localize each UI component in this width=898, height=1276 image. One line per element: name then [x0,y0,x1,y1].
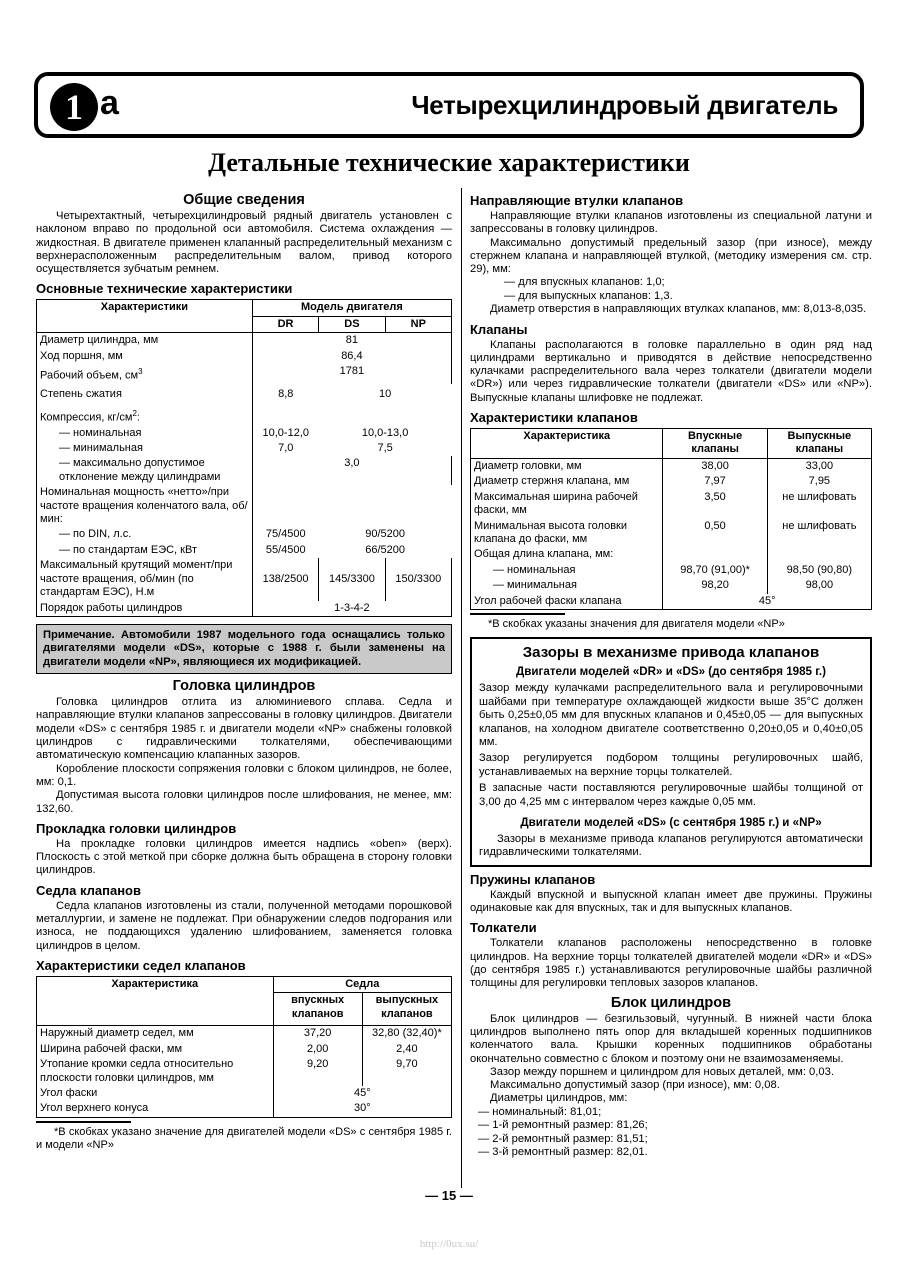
table-row [37,333,452,349]
cell-label: Номинальная мощность «нетто»/при частоте вращения коленчатого вала, об/мин: [37,485,253,527]
clearance-paragraph-1: Зазор между кулачками распределительного вала и регулировочными шайбами при температуре охлаждающей жидкости выше 35°С должен быть 0,25±0,05 мм для впускных клапанов и 0,45±0,05 — для выпускных клапанов, на холодном двигателе соответственно 0,20±0,05 и 0,40±0,05 мм. [479,682,863,748]
cell-label: Угол рабочей фаски клапана [471,594,663,610]
column-divider [461,188,462,1188]
cell-intake: 2,00 [273,1042,362,1057]
table-row [471,594,872,610]
cell-value-ds-np [319,403,452,426]
cell-label: — минимальная [37,441,253,456]
chapter-banner [34,72,864,138]
cell-value-dr: 55/4500 [252,543,318,558]
page-title: Детальные технические характеристики [208,148,690,177]
heading-main-specs: Основные технические характеристики [36,281,293,297]
paragraph-block-3: Максимально допустимый зазор (при износе), мм: 0,08. [490,1079,780,1092]
cell-label: Угол фаски [37,1086,274,1101]
table-row [471,474,872,489]
th-characteristic: Характеристика [471,429,663,459]
table-row [471,490,872,519]
cell-label: Максимальная ширина рабочей фаски, мм [471,490,663,519]
table-row [37,1086,452,1101]
cell-span: 30° [273,1101,451,1117]
list-item: — 1-й ремонтный размер: 81,26; [478,1119,648,1132]
cell-value-dr: 7,0 [252,441,318,456]
table-row [37,456,452,485]
table-row [37,364,452,384]
cell-exhaust: 9,70 [362,1057,451,1086]
heading-gasket: Прокладка головки цилиндров [36,820,237,836]
left-column [36,188,452,1153]
th-model-np: NP [385,316,451,332]
cell-exhaust [767,547,871,562]
clearance-box [470,637,872,866]
cell-span: 45° [273,1086,451,1101]
cell-exhaust: не шлифовать [767,490,871,519]
paragraph-head-cyl-2: Коробление плоскости сопряжения головки с блоком цилиндров, не более, мм: 0,1. [36,762,452,788]
paragraph-general: Четырехтактный, четырехцилиндровый рядный двигатель установлен с наклоном вправо по продольной оси автомобиля. Система охлаждения — жидкостная. В двигателе применен клапанный распределительный механизм с верхнерасположенным распределительным валом, привод которого осуществляется зубчатым ремнем. [36,210,452,276]
heading-seats: Седла клапанов [36,882,141,898]
paragraph-pushrods: Толкатели клапанов расположены непосредственно в головке цилиндров. На верхние торцы толкателей двигателей модели «DR» и «DS» (до сентября 1985 г.) устанавливаются регулировочные шайбы различной толщины для регулировки тепловых зазоров клапанов. [470,937,872,990]
paragraph-guides-3: Диаметр отверстия в направляющих втулках клапанов, мм: 8,013-8,035. [490,303,867,316]
cell-label: Ширина рабочей фаски, мм [37,1042,274,1057]
clearance-title: Зазоры в механизме привода клапанов [522,644,820,662]
clearance-paragraph-2: Зазор регулируется подбором толщины регулировочных шайб, устанавливаемых на верхние торцы толкателей. [479,752,863,778]
cell-intake: 0,50 [663,519,767,548]
th-exhaust: Выпускные клапаны [767,429,871,459]
table-row [37,601,452,617]
cell-value-np: 150/3300 [385,558,451,600]
paragraph-guides-1: Направляющие втулки клапанов изготовлены из специальной латуни и запрессованы в головку цилиндров. [470,210,872,236]
cell-label: — по DIN, л.с. [37,527,253,542]
cell-exhaust: 98,50 (90,80) [767,563,871,578]
footnote-seat-specs: *В скобках указано значение для двигателей модели «DS» с сентября 1985 г. и модели «NP» [36,1125,452,1152]
paragraph-head-cyl-1: Головка цилиндров отлита из алюминиевого сплава. Седла и направляющие втулки клапанов запрессованы в головку цилиндров. Двигатели модели «DS» с сентября 1985 г. и двигатели модели «NP» снабжены головкой цилиндров с гидравлическими толкателями, обеспечивающими автоматическую компенсацию клапанных зазоров. [36,696,452,762]
table-header-row [37,300,452,316]
cell-label: Минимальная высота головки клапана до фаски, мм [471,519,663,548]
cell-exhaust: 98,00 [767,578,871,593]
heading-seat-specs: Характеристики седел клапанов [36,957,246,973]
list-guides [470,276,872,303]
heading-head-cyl: Головка цилиндров [172,678,316,695]
paragraph-guides-2: Максимально допустимый предельный зазор (при износе), между стержнем клапана и направляющей втулкой, (методику измерения см. стр. 29), мм: [470,236,872,276]
cell-label: Максимальный крутящий момент/при частоте вращения, об/мин (по стандартам ЕЭС), Н.м [37,558,253,600]
cell-exhaust: 33,00 [767,458,871,474]
table-main-specs [36,299,452,616]
heading-valve-specs: Характеристики клапанов [470,410,638,426]
heading-block: Блок цилиндров [610,994,732,1011]
paragraph-springs: Каждый впускной и выпускной клапан имеет две пружины. Пружины одинаковые как для впускных, так и для выпускных клапанов. [470,888,872,915]
table-row [37,485,452,527]
cell-label: Общая длина клапана, мм: [471,547,663,562]
cell-value-dr: 10,0-12,0 [252,426,318,441]
cell-label: — номинальная [37,426,253,441]
cell-label: — номинальная [471,563,663,578]
right-column [470,188,872,1159]
table-row [37,527,452,542]
paragraph-block-2: Зазор между поршнем и цилиндром для новых деталей, мм: 0,03. [490,1065,834,1078]
cell-value-all: 3,0 [252,456,451,485]
footnote-valve-specs: *В скобках указаны значения для двигателя модели «NP» [488,617,785,630]
list-cylinder-diameters [470,1106,872,1160]
table-row [37,543,452,558]
cell-intake: 98,70 (91,00)* [663,563,767,578]
heading-springs: Пружины клапанов [470,871,596,887]
cell-label: — минимальная [471,578,663,593]
cell-label: — максимально допустимое отклонение между цилиндрами [37,456,253,485]
heading-guides: Направляющие втулки клапанов [470,193,684,208]
cell-label: Диаметр цилиндра, мм [37,333,253,349]
cell-intake: 9,20 [273,1057,362,1086]
clearance-subtitle-1: Двигатели моделей «DR» и «DS» (до сентября 1985 г.) [516,665,826,679]
table-row [471,458,872,474]
table-row [471,547,872,562]
cell-exhaust: 32,80 (32,40)* [362,1026,451,1042]
cell-value-all: 1-3-4-2 [252,601,451,617]
cell-value-dr: 8,8 [252,384,318,402]
cell-value-all: 1781 [252,364,451,384]
heading-general: Общие сведения [183,192,305,208]
table-row [37,1026,452,1042]
cell-value-ds-np: 90/5200 [365,528,405,541]
cell-exhaust: 2,40 [362,1042,451,1057]
heading-valves: Клапаны [470,321,528,337]
chapter-letter: a [100,84,119,122]
cell-label: Наружный диаметр седел, мм [37,1026,274,1042]
table-row [37,1101,452,1117]
heading-pushrods: Толкатели [470,920,537,936]
cell-label: Угол верхнего конуса [37,1101,274,1117]
clearance-paragraph-3: В запасные части поставляются регулировочные шайбы толщиной от 3,00 до 4,25 мм с интервалом через каждые 0,05 мм. [479,782,863,808]
cell-label: Рабочий объем, $см^3$ [37,364,253,384]
list-item: — 3-й ремонтный размер: 82,01. [478,1145,648,1158]
paragraph-block-4: Диаметры цилиндров, мм: [490,1092,628,1105]
chapter-number: 1 [50,83,98,131]
th-characteristic: Характеристика [37,976,274,1025]
th-exhaust: выпускных клапанов [362,993,451,1026]
th-engine-model: Модель двигателя [252,300,451,316]
cell-value-ds-np: 10 [378,388,392,401]
cell-intake: 3,50 [663,490,767,519]
list-item: — для впускных клапанов: 1,0; [504,276,665,289]
cell-intake: 98,20 [663,578,767,593]
cell-value-dr [252,485,318,527]
table-row [471,519,872,548]
chapter-title: Четырехцилиндровый двигатель [411,90,838,120]
th-model-dr: DR [252,316,318,332]
table-row [37,1057,452,1086]
cell-value-ds: 145/3300 [319,558,385,600]
cell-value-ds-np: 10,0-13,0 [361,426,409,439]
table-row [37,1042,452,1057]
th-model-ds: DS [319,316,385,332]
cell-value-ds-np: 66/5200 [365,543,405,556]
cell-label: Утопание кромки седла относительно плоскости головки цилиндров, мм [37,1057,274,1086]
cell-intake: 37,20 [273,1026,362,1042]
paragraph-seats: Седла клапанов изготовлены из стали, полученной методами порошковой металлургии, и замене не подлежат. При обнаружении следов подгорания или износа, не поддающихся удалению шлифованием, заменяется головка цилиндров в целом. [36,899,452,952]
paragraph-block-1: Блок цилиндров — безгильзовый, чугунный. В нижней части блока цилиндров выполнено пять опор для вкладышей коренных подшипников коленчатого вала. Крышки коренных подшипников обработаны окончательно совместно с блоком и поэтому они не взаимозаменяемы. [470,1012,872,1065]
cell-value-all: 86,4 [252,349,451,364]
cell-label: Компрессия, $кг/см^2$: [37,403,253,426]
table-header-row [37,976,452,992]
cell-value-ds-np: 7,5 [377,442,393,455]
list-item: — 2-й ремонтный размер: 81,51; [478,1132,648,1145]
list-item: — для выпускных клапанов: 1,3. [504,289,673,302]
cell-label: Диаметр головки, мм [471,458,663,474]
table-valve-specs [470,428,872,610]
cell-value-dr: 75/4500 [252,527,318,542]
paragraph-valves: Клапаны располагаются в головке параллельно в один ряд над цилиндрами вертикально и приводятся в действие непосредственно кулачками распределительного вала через толкатели (двигатели модели «DR») или через гидравлические толкатели (двигатели «DS» или «NP»). Выпускные клапаны шлифовке не подлежат. [470,338,872,404]
th-intake: Впускные клапаны [663,429,767,459]
cell-label: Диаметр стержня клапана, мм [471,474,663,489]
watermark: http://0ux.su/ [419,1238,479,1250]
page-number: — 15 — [425,1188,473,1203]
table-row [37,349,452,364]
th-seats: Седла [273,976,451,992]
clearance-subtitle-2: Двигатели моделей «DS» (с сентября 1985 г.) и «NP» [520,816,822,830]
table-row [37,403,452,426]
footnote-rule [36,1121,131,1123]
table-row [471,578,872,593]
cell-value-dr: 138/2500 [252,558,318,600]
cell-label: Порядок работы цилиндров [37,601,253,617]
cell-value-all: 81 [252,333,451,349]
cell-intake [663,547,767,562]
cell-exhaust: не шлифовать [767,519,871,548]
footnote-rule [470,613,565,615]
table-row [37,558,452,600]
table-header-row [471,429,872,459]
cell-label: — по стандартам ЕЭС, кВт [37,543,253,558]
cell-exhaust: 7,95 [767,474,871,489]
table-row [37,384,452,402]
table-seat-specs [36,976,452,1118]
cell-label: Степень сжатия [37,384,253,402]
cell-span: 45° [663,594,872,610]
cell-intake: 38,00 [663,458,767,474]
cell-intake: 7,97 [663,474,767,489]
th-characteristics: Характеристики [37,300,253,333]
paragraph-head-cyl-3: Допустимая высота головки цилиндров после шлифования, не менее, мм: 132,60. [36,789,452,815]
cell-value-ds-np [319,485,452,527]
cell-value-dr [252,403,318,426]
note-box: Примечание. Автомобили 1987 модельного года оснащались только двигателями модели «DS», которые с 1988 г. были заменены на двигатели модели «NP», являющиеся их модификацией. [36,624,452,674]
table-row [471,563,872,578]
clearance-paragraph-4: Зазоры в механизме привода клапанов регулируются автоматически гидравлическими толкателями. [479,833,863,859]
th-intake: впускных клапанов [273,993,362,1026]
table-row [37,441,452,456]
paragraph-gasket: На прокладке головки цилиндров имеется надпись «oben» (верх). Плоскость с этой меткой при сборке должна быть обращена в сторону головки цилиндров. [36,837,452,877]
list-item: — номинальный: 81,01; [478,1105,602,1118]
cell-label: Ход поршня, мм [37,349,253,364]
table-row [37,426,452,441]
